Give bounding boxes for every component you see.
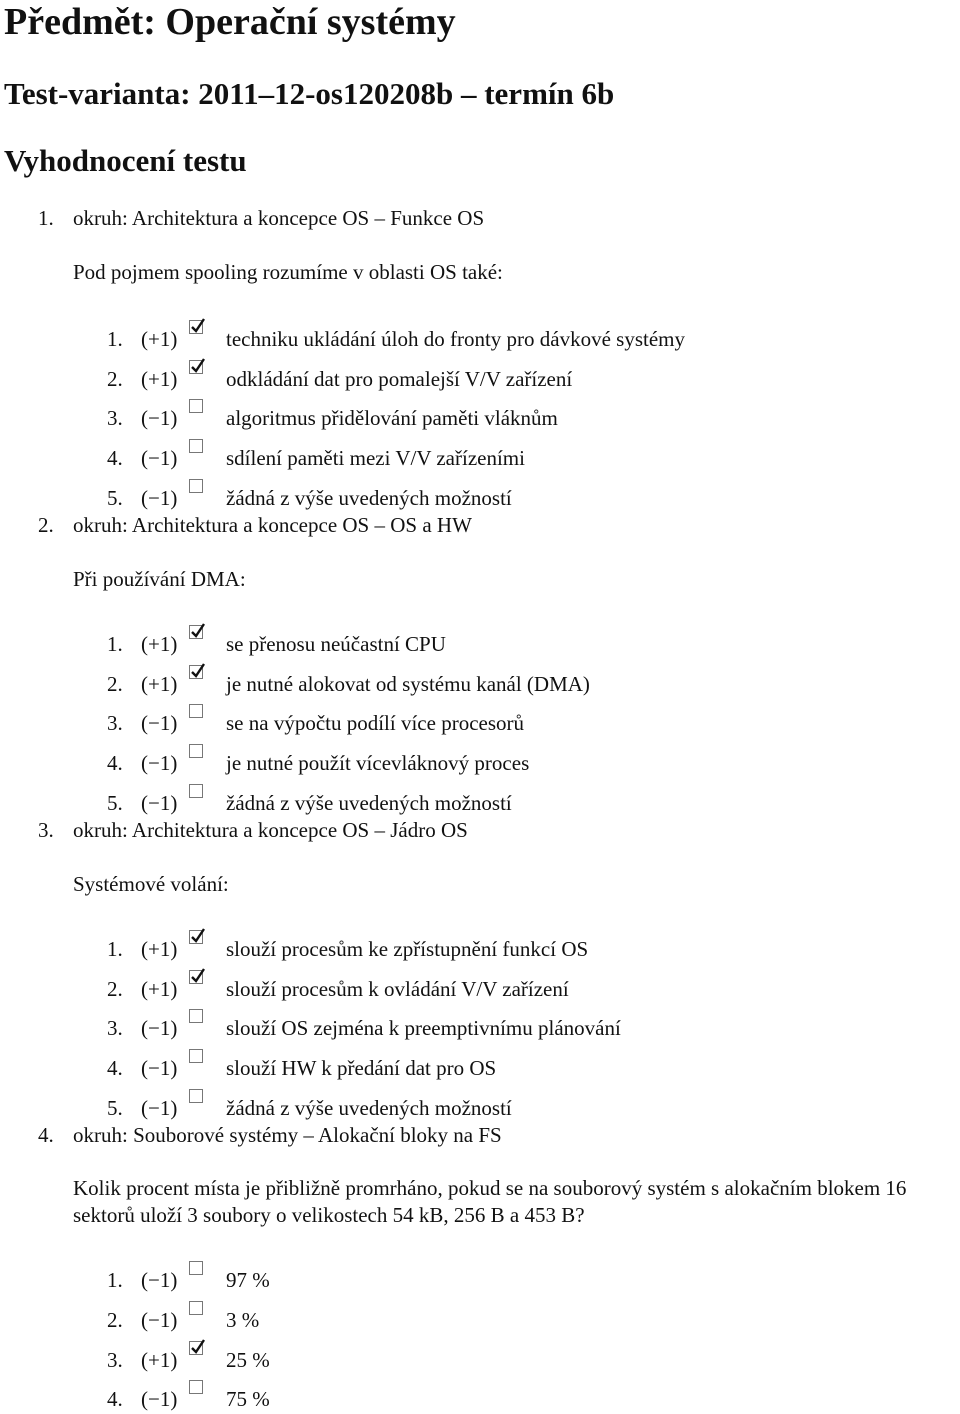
option-points: (−1) xyxy=(141,1268,178,1292)
option-points: (−1) xyxy=(141,446,178,470)
option-number: 1. xyxy=(107,632,123,656)
option-points: (−1) xyxy=(141,1056,178,1080)
option-number: 5. xyxy=(107,791,123,815)
checkbox-checked[interactable] xyxy=(189,970,203,984)
option-number: 3. xyxy=(107,1348,123,1372)
option-text: slouží procesům k ovládání V/V zařízení xyxy=(226,977,569,1001)
option-text: 25 % xyxy=(226,1348,270,1372)
option-points: (+1) xyxy=(141,937,178,961)
option-number: 4. xyxy=(107,1387,123,1411)
option-points: (+1) xyxy=(141,977,178,1001)
option-text: sdílení paměti mezi V/V zařízeními xyxy=(226,446,525,470)
option-points: (−1) xyxy=(141,406,178,430)
option-points: (+1) xyxy=(141,367,178,391)
test-variant-heading: Test-varianta: 2011–12-os120208b – termín 6b xyxy=(4,76,615,111)
option-points: (−1) xyxy=(141,751,178,775)
option-text: žádná z výše uvedených možností xyxy=(226,486,512,510)
option-text: žádná z výše uvedených možností xyxy=(226,1096,512,1120)
option-text: je nutné použít vícevláknový proces xyxy=(226,751,530,775)
checkbox-unchecked[interactable] xyxy=(189,439,203,453)
option-number: 1. xyxy=(107,937,123,961)
option-text: 3 % xyxy=(226,1308,260,1332)
section-title: okruh: Souborové systémy – Alokační bloky na FS xyxy=(73,1123,502,1147)
option-text: techniku ukládání úloh do fronty pro dávkové systémy xyxy=(226,327,685,351)
section-title: okruh: Architektura a koncepce OS – Funkce OS xyxy=(73,206,485,230)
option-text: se na výpočtu podílí více procesorů xyxy=(226,711,524,735)
checkbox-checked[interactable] xyxy=(189,625,203,639)
section-number: 4. xyxy=(38,1123,54,1147)
option-text: slouží HW k předání dat pro OS xyxy=(226,1056,497,1080)
checkbox-unchecked[interactable] xyxy=(189,479,203,493)
option-number: 2. xyxy=(107,367,123,391)
checkbox-unchecked[interactable] xyxy=(189,1380,203,1394)
option-number: 1. xyxy=(107,327,123,351)
page-title: Předmět: Operační systémy xyxy=(4,1,456,43)
option-text: žádná z výše uvedených možností xyxy=(226,791,512,815)
checkbox-checked[interactable] xyxy=(189,1341,203,1355)
checkbox-unchecked[interactable] xyxy=(189,704,203,718)
checkbox-unchecked[interactable] xyxy=(189,1089,203,1103)
option-text: slouží OS zejména k preemptivnímu plánování xyxy=(226,1016,621,1040)
option-points: (−1) xyxy=(141,711,178,735)
checkbox-unchecked[interactable] xyxy=(189,399,203,413)
option-points: (+1) xyxy=(141,1348,178,1372)
option-points: (+1) xyxy=(141,632,178,656)
option-points: (−1) xyxy=(141,1308,178,1332)
question-text: Systémové volání: xyxy=(73,872,229,896)
option-points: (−1) xyxy=(141,1016,178,1040)
question-text: Pod pojmem spooling rozumíme v oblasti OS také: xyxy=(73,260,503,284)
evaluation-heading: Vyhodnocení testu xyxy=(4,143,247,178)
checkbox-unchecked[interactable] xyxy=(189,1301,203,1315)
option-text: 97 % xyxy=(226,1268,270,1292)
option-text: algoritmus přidělování paměti vláknům xyxy=(226,406,558,430)
section-number: 1. xyxy=(38,206,54,230)
option-points: (−1) xyxy=(141,1387,178,1411)
checkbox-unchecked[interactable] xyxy=(189,784,203,798)
option-number: 3. xyxy=(107,406,123,430)
option-points: (+1) xyxy=(141,672,178,696)
option-number: 2. xyxy=(107,1308,123,1332)
option-number: 5. xyxy=(107,486,123,510)
checkbox-unchecked[interactable] xyxy=(189,1261,203,1275)
option-text: odkládání dat pro pomalejší V/V zařízení xyxy=(226,367,573,391)
checkbox-checked[interactable] xyxy=(189,665,203,679)
section-number: 3. xyxy=(38,818,54,842)
option-number: 2. xyxy=(107,977,123,1001)
option-number: 3. xyxy=(107,1016,123,1040)
checkbox-checked[interactable] xyxy=(189,360,203,374)
checkbox-unchecked[interactable] xyxy=(189,744,203,758)
question-text: Při používání DMA: xyxy=(73,567,246,591)
option-text: se přenosu neúčastní CPU xyxy=(226,632,446,656)
option-points: (−1) xyxy=(141,486,178,510)
option-number: 4. xyxy=(107,751,123,775)
option-number: 5. xyxy=(107,1096,123,1120)
question-text: Kolik procent místa je přibližně promrháno, pokud se na souborový systém s alokačním blokem 16 sektorů uloží 3 soubory o velikostech 54 kB, 256 B a 453 B? xyxy=(73,1176,907,1227)
option-points: (+1) xyxy=(141,327,178,351)
checkbox-unchecked[interactable] xyxy=(189,1009,203,1023)
option-number: 1. xyxy=(107,1268,123,1292)
checkbox-unchecked[interactable] xyxy=(189,1049,203,1063)
option-text: 75 % xyxy=(226,1387,270,1411)
option-points: (−1) xyxy=(141,791,178,815)
option-number: 4. xyxy=(107,1056,123,1080)
option-text: slouží procesům ke zpřístupnění funkcí OS xyxy=(226,937,589,961)
option-number: 4. xyxy=(107,446,123,470)
option-number: 3. xyxy=(107,711,123,735)
section-number: 2. xyxy=(38,513,54,537)
option-text: je nutné alokovat od systému kanál (DMA) xyxy=(226,672,590,696)
option-number: 2. xyxy=(107,672,123,696)
checkbox-checked[interactable] xyxy=(189,930,203,944)
section-title: okruh: Architektura a koncepce OS – Jádro OS xyxy=(73,818,468,842)
option-points: (−1) xyxy=(141,1096,178,1120)
section-title: okruh: Architektura a koncepce OS – OS a HW xyxy=(73,513,472,537)
checkbox-checked[interactable] xyxy=(189,320,203,334)
